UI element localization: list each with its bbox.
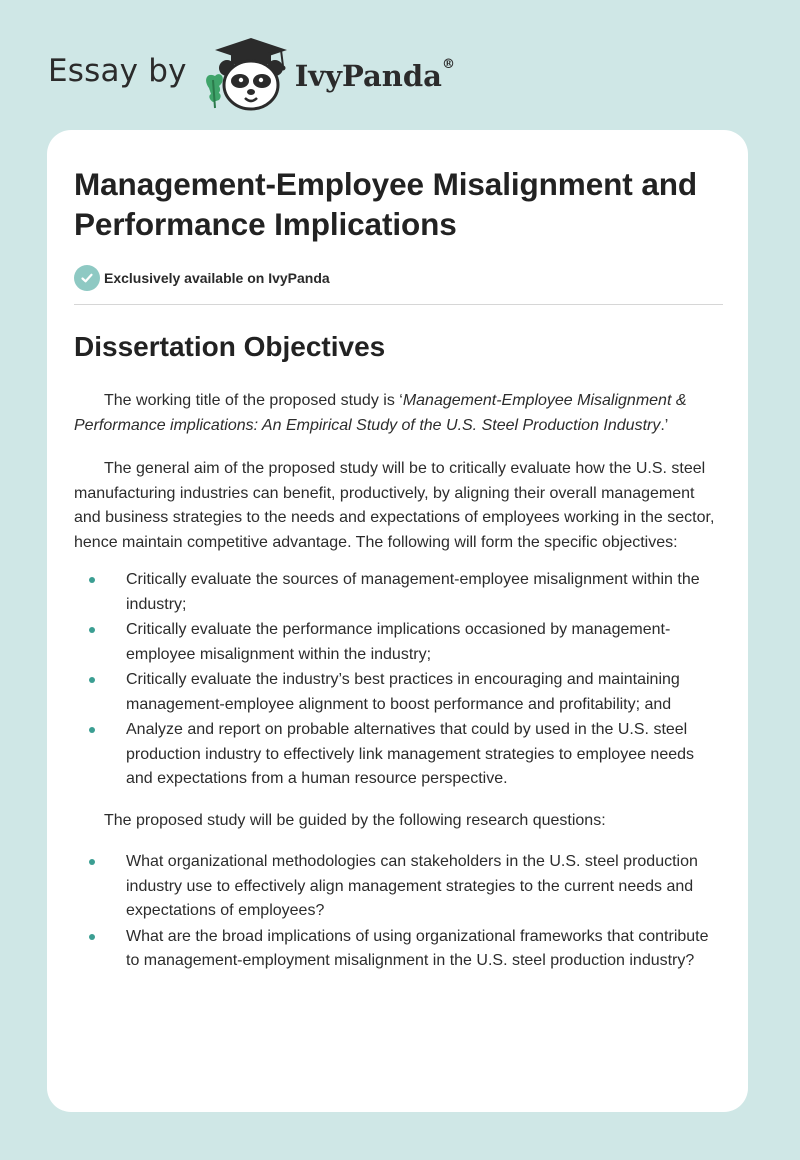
check-circle-icon: [74, 265, 100, 291]
brand-name-text: IvyPanda: [294, 59, 442, 93]
list-item: [74, 925, 723, 974]
badge-label: Exclusively available on IvyPanda: [104, 270, 330, 286]
list-item: [74, 668, 723, 717]
list-item-text: What are the broad implications of using organizational frameworks that contribute to management-employment misalignment in the U.S. steel production industry?: [126, 927, 709, 969]
list-item-text: What organizational methodologies can stakeholders in the U.S. steel production industry use to effectively align management strategies to the current needs and expectations of employees?: [126, 853, 698, 919]
research-questions-list: [74, 850, 723, 974]
list-item-text: Analyze and report on probable alternatives that could by used in the U.S. steel production industry to effectively link management strategies to employee needs and expectations from a human resource perspective.: [126, 721, 695, 787]
list-item: [74, 568, 723, 617]
title-divider: [74, 304, 723, 305]
exclusive-badge: [74, 264, 723, 292]
paragraph-research-questions: The proposed study will be guided by the following research questions:: [104, 811, 606, 829]
paragraph-working-title: [74, 389, 723, 438]
essay-card: [47, 130, 748, 1112]
bullet-dot-icon: [89, 934, 95, 940]
list-item: [74, 618, 723, 667]
list-item: [74, 718, 723, 792]
list-item-text: Critically evaluate the sources of management-employee misalignment within the industry;: [126, 571, 700, 613]
bullet-dot-icon: [89, 677, 95, 683]
bullet-dot-icon: [89, 627, 95, 633]
bullet-dot-icon: [89, 859, 95, 865]
section-heading: Dissertation Objectives: [74, 331, 386, 362]
essay-content: [74, 164, 723, 975]
bullet-dot-icon: [89, 727, 95, 733]
trademark-symbol: ®: [441, 57, 455, 72]
list-item: [74, 850, 723, 924]
brand-name[interactable]: [295, 59, 455, 93]
essay-by-label: Essay by: [48, 53, 187, 89]
paragraph-general-aim: The general aim of the proposed study will be to critically evaluate how the U.S. steel manufacturing industries can benefit, productively, by aligning their overall management and business strategies to the needs and expectations of employees working in the sector, hence maintain competitive advantage. The following will form the specific objectives:: [74, 460, 715, 551]
objectives-list: [74, 568, 723, 792]
ivypanda-logo-icon[interactable]: [201, 36, 293, 112]
list-item-text: Critically evaluate the performance implications occasioned by management-employee misalignment within the industry;: [126, 621, 671, 663]
page-title: Management-Employee Misalignment and Performance Implications: [74, 166, 698, 242]
working-title-lead: The working title of the proposed study is ‘: [104, 392, 403, 409]
working-title-end: .’: [660, 416, 669, 434]
working-title-italic: Management-Employee Misalignment & Performance implications: An Empirical Study of the U.S. Steel Production Industry: [74, 392, 687, 434]
site-header: [48, 36, 455, 112]
bullet-dot-icon: [89, 577, 95, 583]
list-item-text: Critically evaluate the industry’s best practices in encouraging and maintaining management-employee alignment to boost performance and profitability; and: [126, 671, 680, 713]
